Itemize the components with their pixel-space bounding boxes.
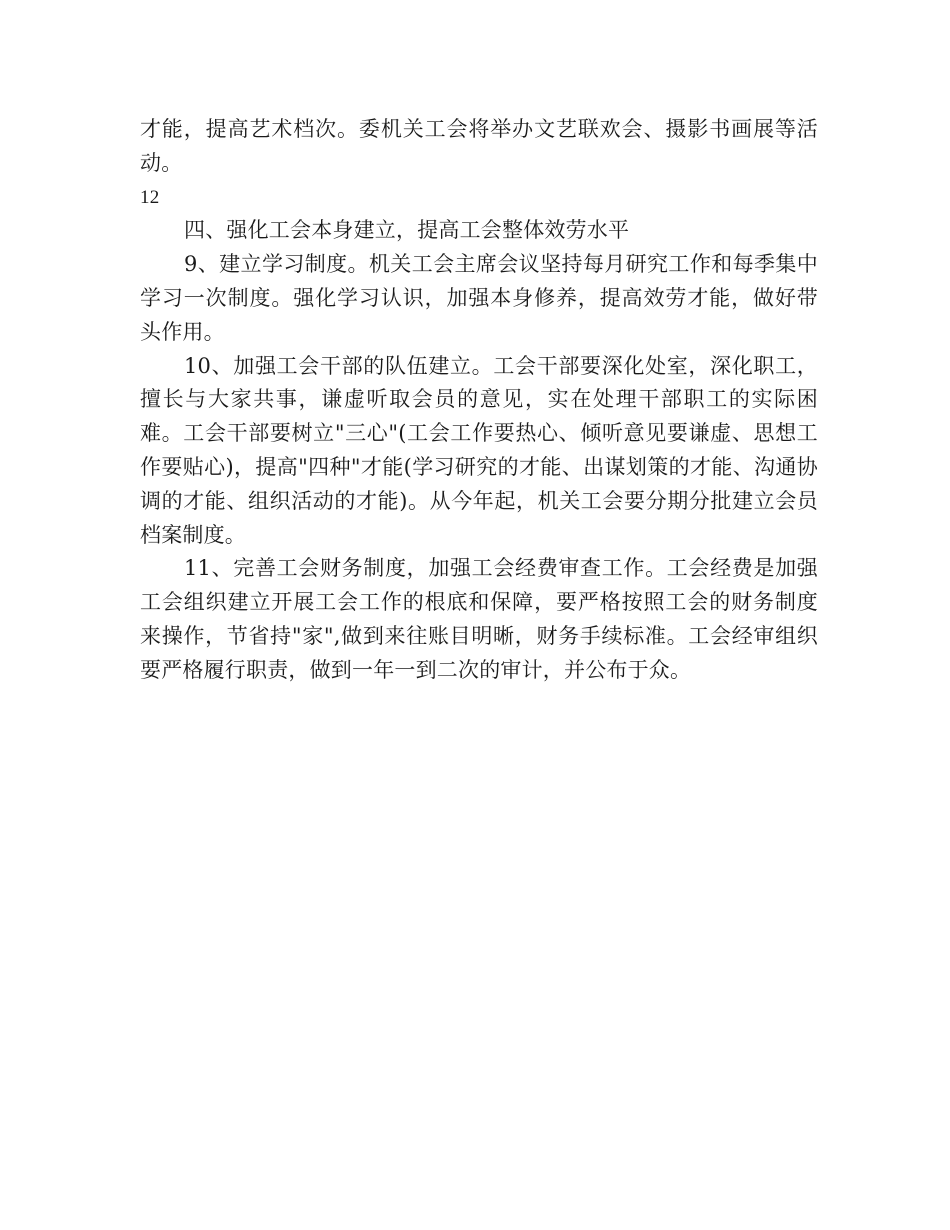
paragraph-item-11: 11、完善工会财务制度，加强工会经费审查工作。工会经费是加强工会组织建立开展工会工作的根底和保障，要严格按照工会的财务制度来操作，节省持"家",做到来往账目明晰，财务手续标准。工会经审组织要严格履行职责，做到一年一到二次的审计，并公布于众。 [140,556,818,682]
continuation-paragraph: 才能，提高艺术档次。委机关工会将举办文艺联欢会、摄影书画展等活动。 [140,117,818,175]
paragraph-item-10: 10、加强工会干部的队伍建立。工会干部要深化处室，深化职工，擅长与大家共事，谦虚听取会员的意见，实在处理干部职工的实际困难。工会干部要树立"三心"(工会工作要热心、倾听意见要谦虚、思想工作要贴心)，提高"四种"才能(学习研究的才能、出谋划策的才能、沟通协调的才能、组织活动的才能)。从今年起，机关工会要分期分批建立会员档案制度。 [140,353,818,547]
page-number: 12 [140,186,160,208]
section-heading: 四、强化工会本身建立，提高工会整体效劳水平 [184,218,630,243]
document-body [140,113,818,688]
paragraph-item-9: 9、建立学习制度。机关工会主席会议坚持每月研究工作和每季集中学习一次制度。强化学习认识，加强本身修养，提高效劳才能，做好带头作用。 [140,252,818,344]
